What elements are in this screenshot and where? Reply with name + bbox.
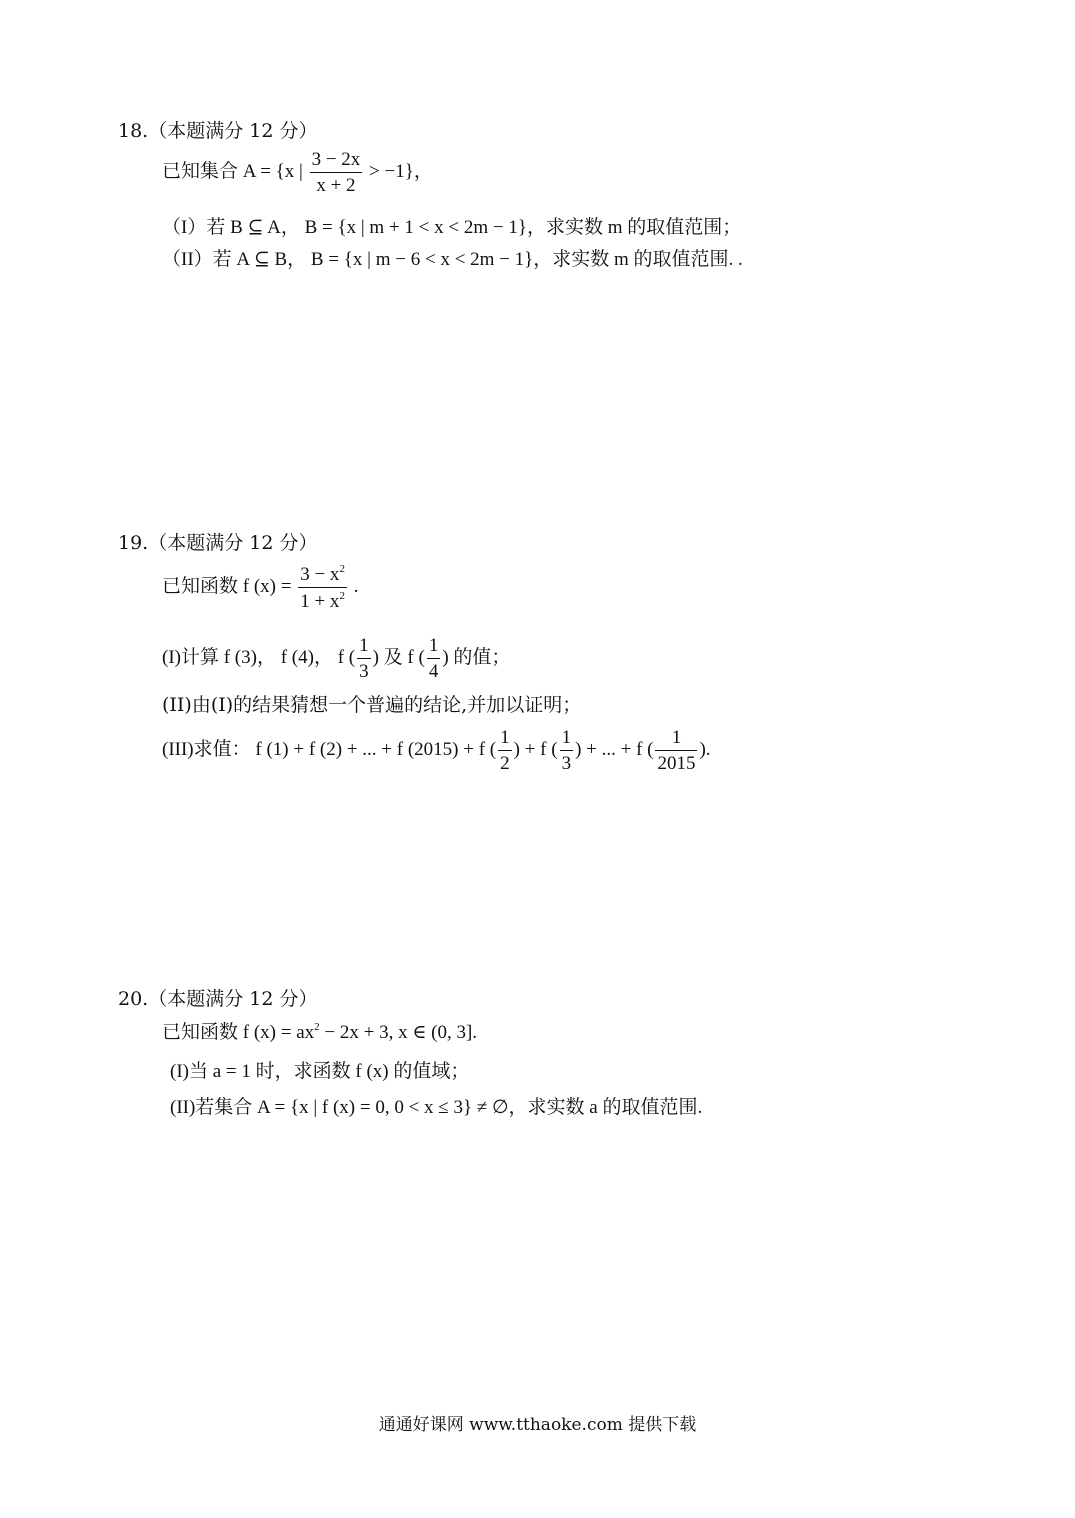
q19-p3-third-den: 3: [561, 753, 572, 774]
q19-part3: [162, 728, 711, 773]
q18-part1: （I）若 B ⊆ A， B = {x | m + 1 < x < 2m − 1}，求实数 m 的取值范围；: [162, 217, 742, 238]
q20-part2: (II)若集合 A = {x | f (x) = 0, 0 < x ≤ 3} ≠ ∅，求实数 a 的取值范围.: [170, 1097, 703, 1118]
q20-intro: [162, 1022, 477, 1042]
q18-set-a-rhs: > −1}，: [369, 160, 433, 182]
q19-last-den: 2015: [657, 753, 696, 774]
q20-exponent: 2: [314, 1021, 320, 1033]
q19-last-num: 1: [655, 728, 697, 751]
q18-frac-num: 3 − 2x: [310, 150, 363, 173]
q19-header: 19.（本题满分 12 分）: [118, 532, 318, 554]
q19-fourth-num: 1: [427, 636, 441, 659]
q19-part3-mid2: ) + ... + f (: [575, 738, 654, 760]
q19-frac-den-text: 1 + x: [300, 591, 340, 612]
q18-header: 18.（本题满分 12 分）: [118, 120, 318, 142]
q19-frac-third: [357, 636, 371, 681]
q19-third-num: 1: [357, 636, 371, 659]
footer-credit: 通通好课网 www.tthaoke.com 提供下载: [378, 1415, 697, 1435]
q19-num-exponent: 2: [339, 563, 345, 575]
q19-part3-mid1: ) + f (: [513, 738, 558, 760]
q19-p3-third-num: 1: [560, 728, 574, 751]
q19-fx: f (x) =: [242, 575, 292, 597]
q19-frac-last: [655, 728, 697, 773]
q19-frac-num: [298, 564, 347, 588]
q18-intro-prefix: 已知集合: [162, 160, 239, 182]
q18-frac-den: x + 2: [316, 175, 356, 196]
q19-part3-prefix: (III)求值： f (1) + f (2) + ... + f (2015) + f (: [162, 738, 497, 760]
q19-intro: [162, 564, 358, 611]
q19-frac-den: [298, 588, 347, 611]
q18-set-a-lhs: A = {x |: [242, 160, 303, 182]
q19-den-exponent: 2: [339, 590, 345, 602]
q18-fraction: [310, 150, 363, 195]
q19-frac-fourth: [427, 636, 441, 681]
q19-part1-suffix: ) 的值；: [442, 646, 511, 668]
q19-frac-p3-third: [560, 728, 574, 773]
q19-part1-prefix: (I)计算 f (3)， f (4)， f (: [162, 646, 356, 668]
q19-intro-suffix: .: [353, 575, 359, 597]
q19-part1-mid: ) 及 f (: [372, 646, 425, 668]
q19-third-den: 3: [359, 661, 369, 682]
q19-fourth-den: 4: [428, 661, 439, 682]
q20-part1: (I)当 a = 1 时，求函数 f (x) 的值域；: [170, 1061, 470, 1082]
q20-intro-suffix: − 2x + 3, x ∈ (0, 3].: [319, 1022, 478, 1043]
q19-part1: [162, 636, 510, 681]
q19-frac-half: [498, 728, 512, 773]
q18-part2: （II）若 A ⊆ B， B = {x | m − 6 < x < 2m − 1}，求实数 m 的取值范围. .: [162, 249, 743, 270]
q19-intro-prefix: 已知函数: [162, 575, 239, 597]
q19-fraction: [298, 564, 347, 611]
q18-intro: [162, 150, 433, 195]
q19-frac-num-text: 3 − x: [300, 564, 340, 585]
q19-part2: (II)由(I)的结果猜想一个普遍的结论,并加以证明；: [162, 694, 582, 716]
q20-header: 20.（本题满分 12 分）: [118, 988, 318, 1010]
q19-half-num: 1: [498, 728, 512, 751]
q19-half-den: 2: [500, 753, 510, 774]
q19-part3-suffix: ).: [699, 738, 711, 760]
q20-intro-prefix: 已知函数 f (x) = ax: [162, 1022, 315, 1043]
